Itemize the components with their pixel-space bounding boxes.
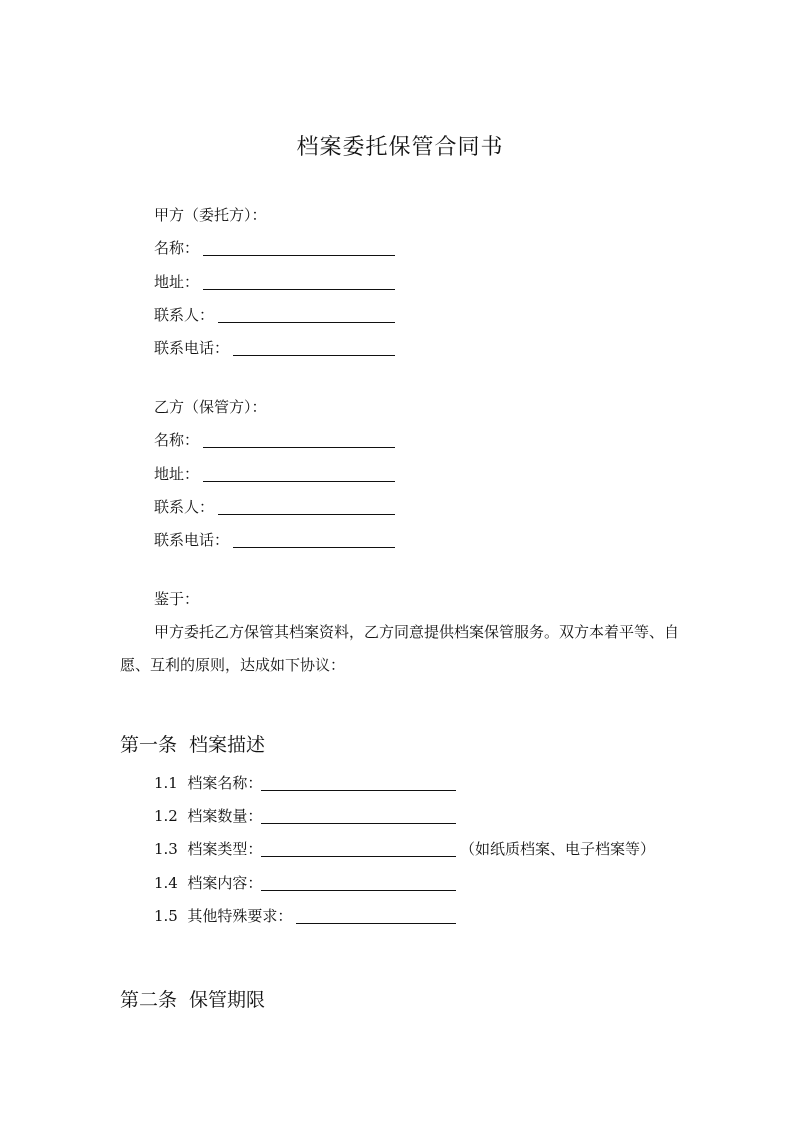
whereas-label: 鉴于： [154,590,200,608]
party-b-address-label: 地址： [154,465,200,483]
item-1-4 [154,873,262,893]
party-a-phone-blank[interactable] [233,355,395,356]
article-1-heading [120,730,265,757]
item-1-5 [154,906,292,926]
item-label: 档案数量： [187,807,263,825]
preamble-text: 甲方委托乙方保管其档案资料，乙方同意提供档案保管服务。双方本着平等、自愿、互利的原则，达成如下协议： [120,623,680,674]
party-a-address-blank[interactable] [203,289,395,290]
item-1-1 [154,773,262,793]
special-requirements-blank[interactable] [296,923,456,924]
party-a-name-label: 名称： [154,239,200,257]
party-a-address-label: 地址： [154,273,200,291]
party-b-heading: 乙方（保管方）： [154,398,267,416]
item-label: 档案名称： [187,774,263,792]
party-b-name-blank[interactable] [203,447,395,448]
item-label: 档案内容： [187,874,263,892]
item-1-2 [154,806,262,826]
archive-type-note: （如纸质档案、电子档案等） [460,840,656,858]
item-number: 1.3 [154,840,178,858]
item-number: 1.5 [154,907,178,925]
article-1-number: 第一条 [120,734,178,756]
article-2-heading [120,985,265,1012]
article-2-number: 第二条 [120,989,178,1011]
party-a-name-blank[interactable] [203,255,395,256]
item-label: 其他特殊要求： [187,907,293,925]
archive-quantity-blank[interactable] [261,823,456,824]
item-number: 1.4 [154,874,178,892]
party-b-name-label: 名称： [154,431,200,449]
party-a-contact-blank[interactable] [218,322,395,323]
party-b-address-blank[interactable] [203,481,395,482]
item-1-3 [154,839,262,859]
party-b-phone-label: 联系电话： [154,531,230,549]
party-b-contact-label: 联系人： [154,498,215,516]
party-b-phone-blank[interactable] [233,547,395,548]
item-number: 1.1 [154,774,178,792]
article-1-title: 档案描述 [189,734,266,756]
archive-name-blank[interactable] [261,790,456,791]
party-a-heading: 甲方（委托方）： [154,206,267,224]
article-2-title: 保管期限 [189,989,266,1011]
document-title: 档案委托保管合同书 [296,135,504,160]
archive-type-blank[interactable] [261,856,456,857]
item-number: 1.2 [154,807,178,825]
preamble-paragraph [120,616,695,682]
archive-content-blank[interactable] [261,890,456,891]
party-a-contact-label: 联系人： [154,306,215,324]
party-b-contact-blank[interactable] [218,514,395,515]
party-a-phone-label: 联系电话： [154,339,230,357]
item-label: 档案类型： [187,840,263,858]
